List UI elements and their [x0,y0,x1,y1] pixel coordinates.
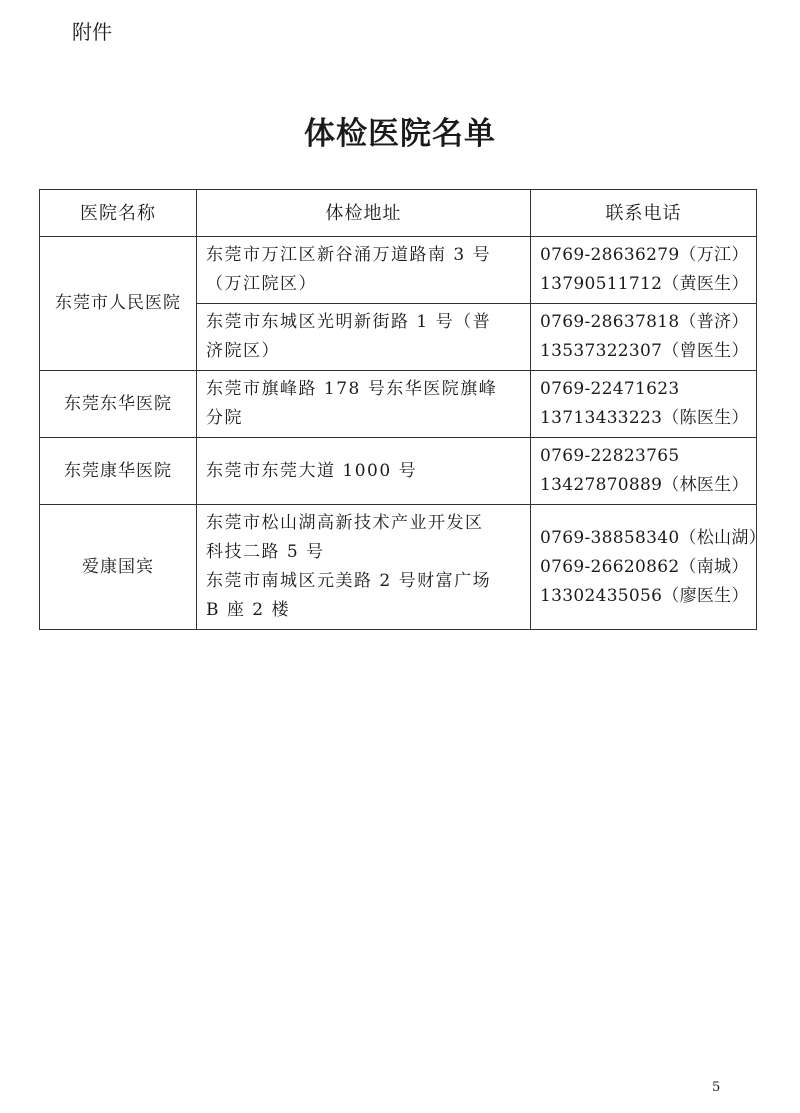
phone-line: 0769-22471623 [540,379,680,399]
table-row [40,371,757,438]
address-line: 济院区） [206,341,280,361]
table-row [40,237,757,304]
phone-line: 0769-28637818（普济） [540,312,749,332]
address-line: 科技二路 5 号 [206,542,325,562]
phone-cell [531,438,757,505]
address-line: B 座 2 楼 [206,600,291,620]
address-line: （万江院区） [206,274,317,294]
column-header-address: 体检地址 [197,190,531,237]
address-line: 东莞市旗峰路 178 号东华医院旗峰 [206,379,498,399]
table-header-row [40,190,757,237]
hospital-name-cell: 东莞康华医院 [40,438,197,505]
phone-line: 13537322307（曾医生） [540,341,749,361]
phone-line: 0769-22823765 [540,446,680,466]
phone-cell [531,237,757,304]
phone-line: 0769-38858340（松山湖） [540,527,766,548]
column-header-phone: 联系电话 [531,190,757,237]
hospital-name-cell: 东莞市人民医院 [40,237,197,371]
address-line: 分院 [206,408,243,428]
address-line: 东莞市东城区光明新街路 1 号（普 [206,312,492,332]
address-cell [197,438,531,505]
page-number: 5 [712,1080,721,1095]
phone-line: 13713433223（陈医生） [540,408,749,428]
address-line: 东莞市万江区新谷涌万道路南 3 号 [206,245,492,265]
phone-cell [531,304,757,371]
phone-line: 13790511712（黄医生） [540,274,749,294]
hospital-name-cell: 东莞东华医院 [40,371,197,438]
hospital-table [39,189,766,630]
phone-cell [531,505,766,630]
address-line: 东莞市南城区元美路 2 号财富广场 [206,571,492,591]
address-cell [197,505,531,630]
page-title: 体检医院名单 [304,116,496,152]
phone-cell [531,371,757,438]
phone-line: 0769-26620862（南城） [540,556,749,577]
column-header-hospital-name: 医院名称 [40,190,197,237]
table-row [40,505,757,630]
phone-line: 13427870889（林医生） [540,475,749,495]
table-row [40,438,757,505]
phone-line: 0769-28636279（万江） [540,245,749,265]
address-cell [197,237,531,304]
address-cell [197,304,531,371]
hospital-name-cell: 爱康国宾 [40,505,197,630]
address-cell [197,371,531,438]
phone-line: 13302435056（廖医生） [540,585,749,606]
attachment-label: 附件 [72,20,112,44]
address-line: 东莞市东莞大道 1000 号 [206,460,418,481]
address-line: 东莞市松山湖高新技术产业开发区 [206,513,484,533]
